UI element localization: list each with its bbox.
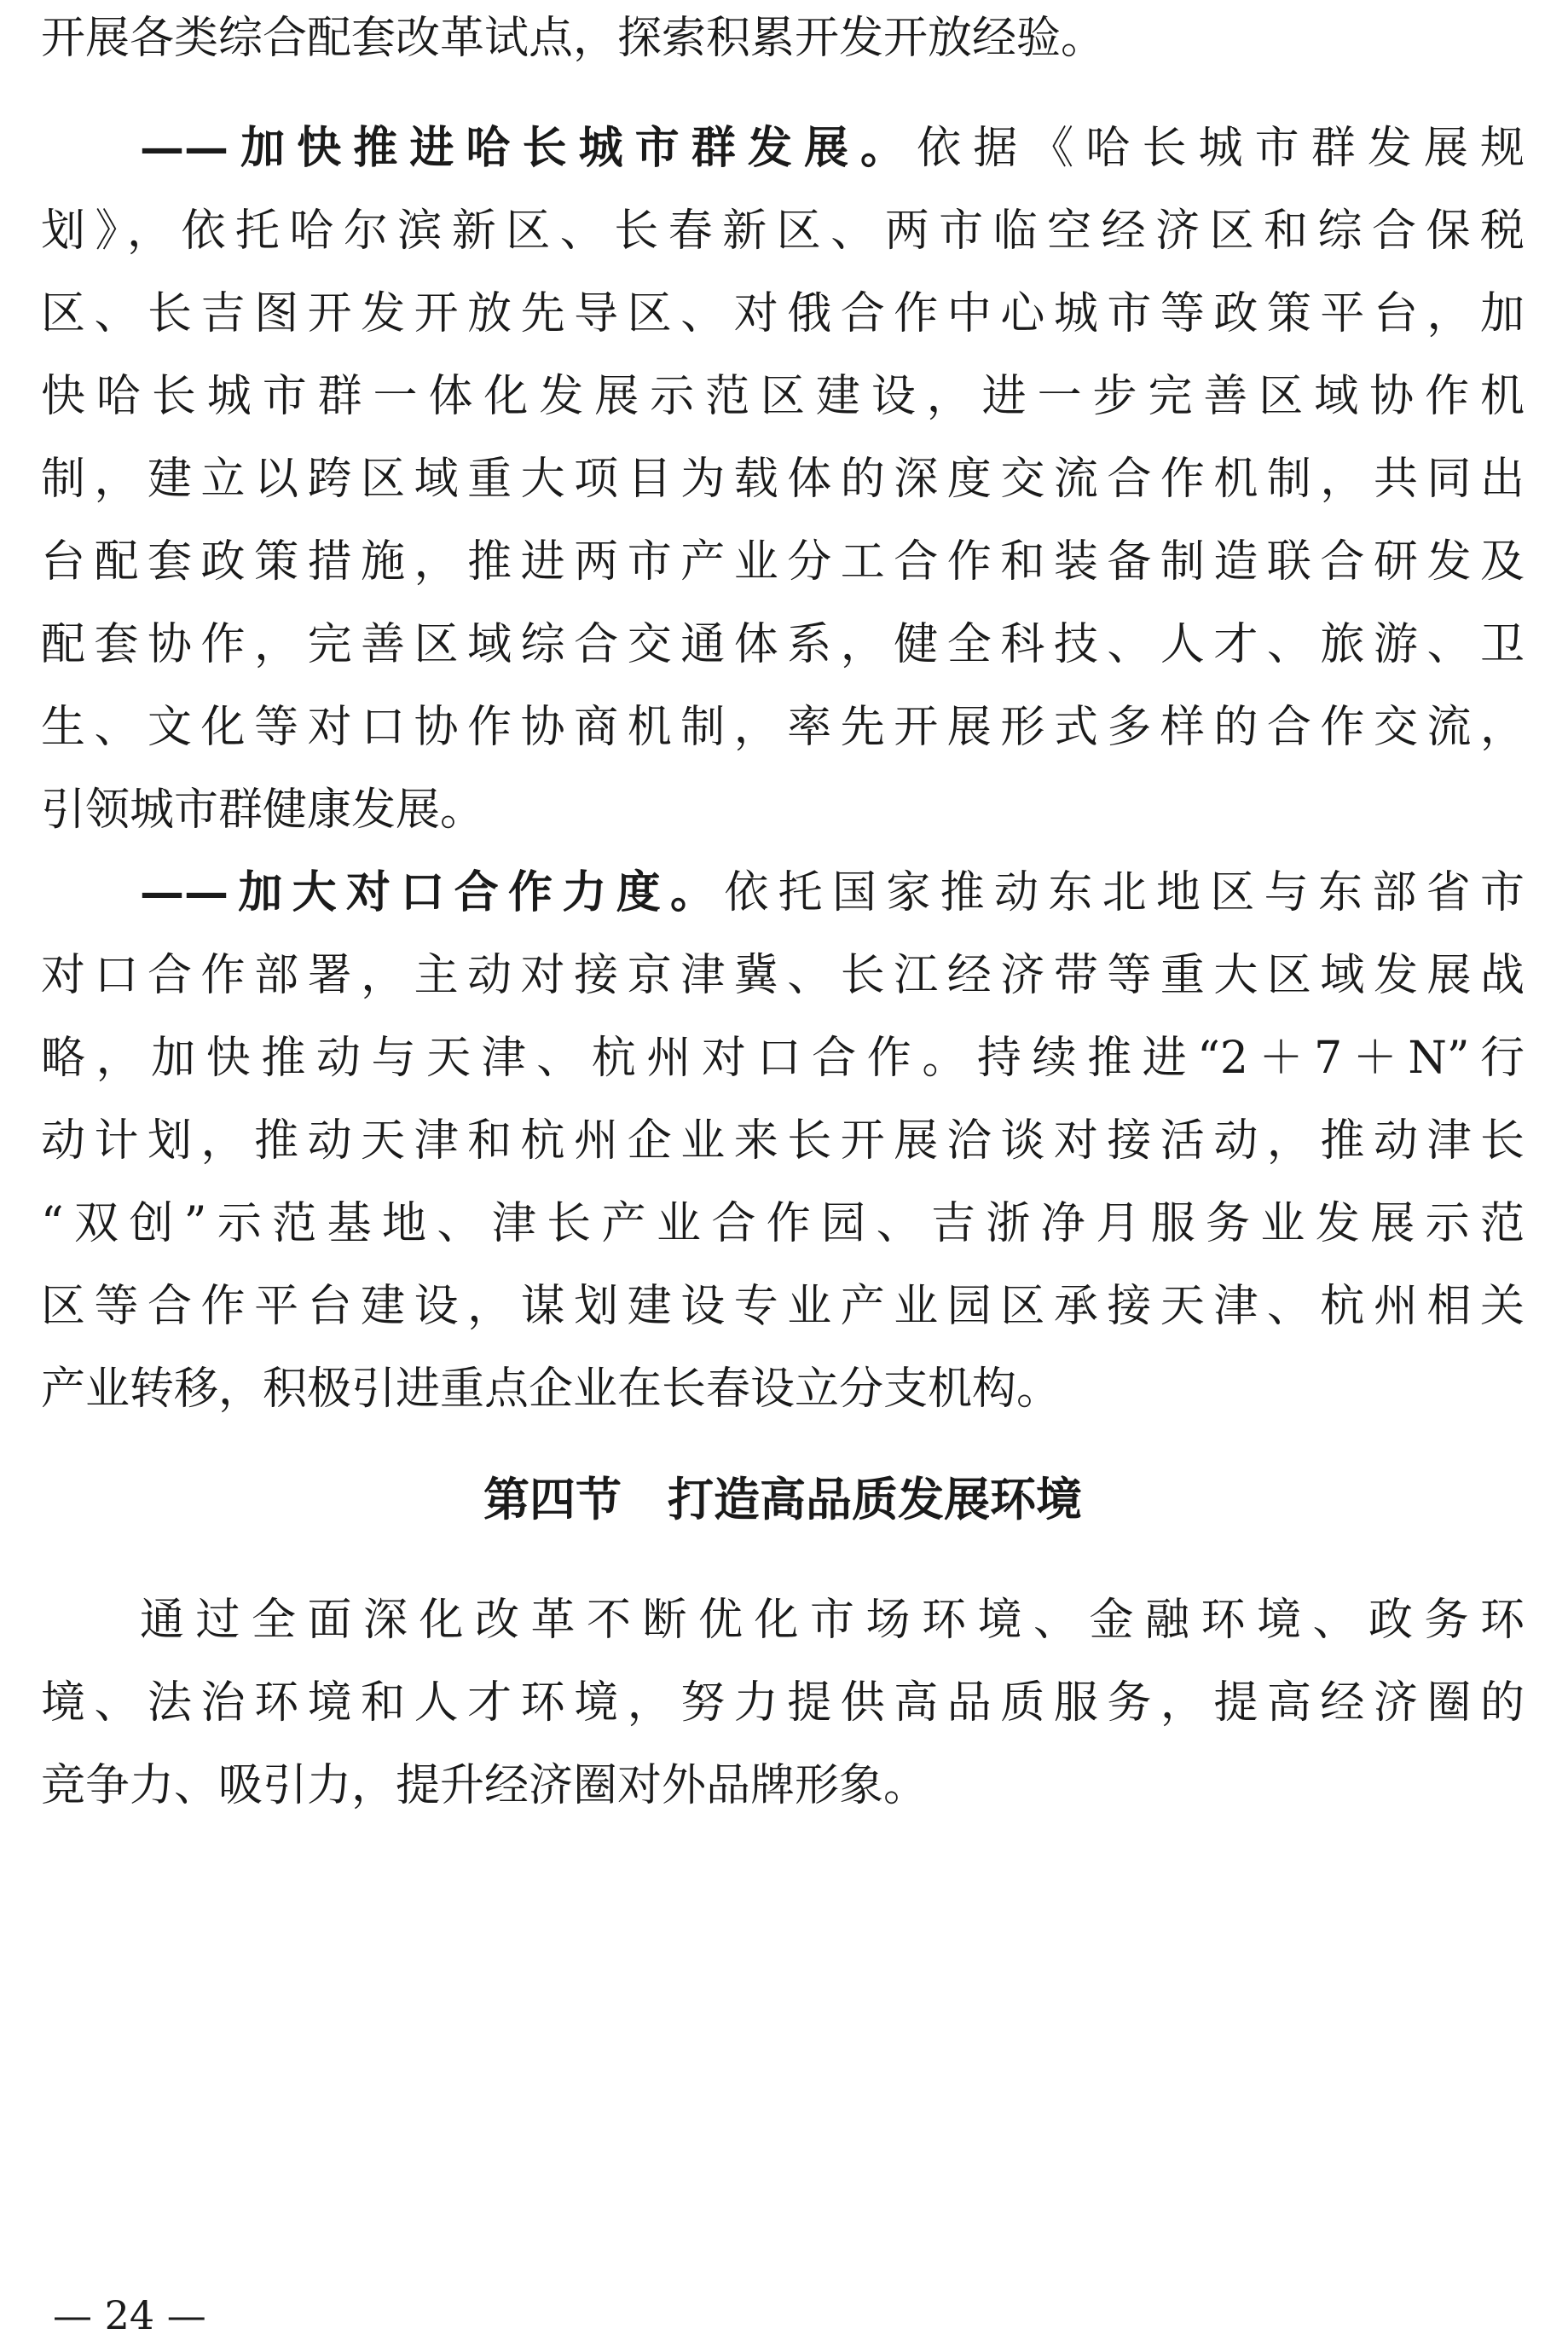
paragraph-harbin-first-line [140, 110, 1525, 187]
body-line: 产业转移，积极引进重点企业在长春设立分支机构。 [41, 1364, 1062, 1415]
body-line: 快哈长城市群一体化发展示范区建设，进一步完善区域协作机 [41, 371, 1525, 422]
body-line: 动计划，推动天津和杭州企业来长开展洽谈对接活动，推动津长 [41, 1115, 1525, 1167]
paragraph-cooperation-first-line [140, 854, 1525, 931]
body-line: 区等合作平台建设，谋划建设专业产业园区承接天津、杭州相关 [41, 1281, 1525, 1332]
body-line: 竞争力、吸引力，提升经济圈对外品牌形象。 [41, 1760, 929, 1811]
body-line: 区、长吉图开发开放先导区、对俄合作中心城市等政策平台，加 [41, 288, 1525, 339]
page-number: — 24 — [53, 2292, 206, 2338]
body-line: 通过全面深化改革不断优化市场环境、金融环境、政务环 [140, 1595, 1525, 1646]
body-text: 依托国家推动东北地区与东部省市 [724, 867, 1525, 918]
body-line: 配套协作，完善区域综合交通体系，健全科技、人才、旅游、卫 [41, 619, 1525, 670]
body-line: 对口合作部署，主动对接京津冀、长江经济带等重大区域发展战 [41, 950, 1525, 1001]
paragraph-heading-harbin: ——加快推进哈长城市群发展。 [140, 122, 917, 174]
body-line: 划》，依托哈尔滨新区、长春新区、两市临空经济区和综合保税 [41, 206, 1525, 257]
body-line: “双创”示范基地、津长产业合作园、吉浙净月服务业发展示范 [41, 1198, 1525, 1249]
body-text: 依据《哈长城市群发展规 [917, 123, 1525, 174]
body-line: 制，建立以跨区域重大项目为载体的深度交流合作机制，共同出 [41, 454, 1525, 505]
paragraph-heading-cooperation: ——加大对口合作力度。 [140, 866, 725, 918]
body-line: 境、法治环境和人才环境，努力提供高品质服务，提高经济圈的 [41, 1677, 1525, 1729]
body-line: 生、文化等对口协作协商机制，率先开展形式多样的合作交流， [41, 702, 1525, 753]
section-heading: 第四节 打造高品质发展环境 [483, 1472, 1082, 1526]
body-line: 开展各类综合配套改革试点，探索积累开发开放经验。 [41, 13, 1106, 64]
body-line: 略，加快推动与天津、杭州对口合作。持续推进“2＋7＋N”行 [41, 1033, 1525, 1084]
body-line: 引领城市群健康发展。 [41, 785, 485, 836]
body-line: 台配套政策措施，推进两市产业分工合作和装备制造联合研发及 [41, 536, 1525, 588]
